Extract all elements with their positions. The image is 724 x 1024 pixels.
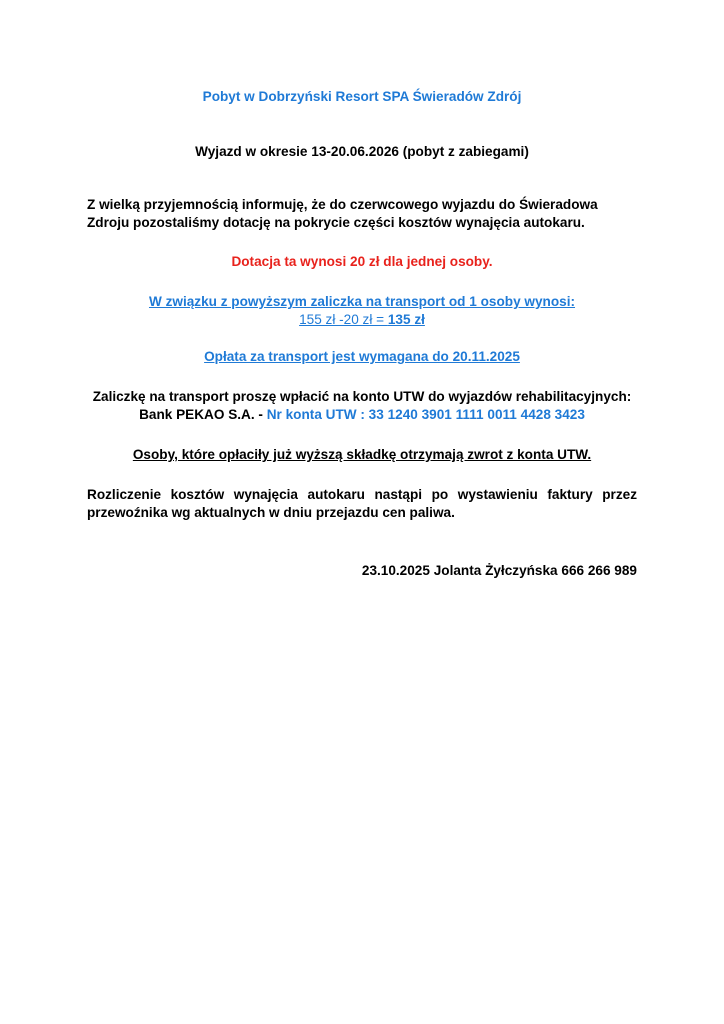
trip-dates: Wyjazd w okresie 13-20.06.2026 (pobyt z zabiegami)	[195, 144, 529, 159]
payment-instructions: Zaliczkę na transport proszę wpłacić na konto UTW do wyjazdów rehabilitacyjnych:	[92, 389, 632, 404]
signature: 23.10.2025 Jolanta Żyłczyńska 666 266 989	[361, 563, 637, 578]
advance-heading: W związku z powyższym zaliczka na transport od 1 osoby wynosi:	[148, 294, 576, 309]
advance-calculation	[87, 311, 637, 329]
advance-calc-text: 155 zł -20 zł =	[299, 312, 388, 327]
settlement-line-1: Rozliczenie kosztów wynajęcia autokaru nastąpi po wystawieniu faktury przez	[87, 487, 637, 502]
settlement-line-2: przewoźnika wg aktualnych w dniu przejazdu cen paliwa.	[87, 505, 455, 520]
bank-name: Bank PEKAO S.A. -	[139, 407, 267, 422]
subsidy-notice: Dotacja ta wynosi 20 zł dla jednej osoby.	[231, 254, 493, 269]
document-title: Pobyt w Dobrzyński Resort SPA Świeradów Zdrój	[202, 89, 522, 104]
intro-line-2: Zdroju pozostaliśmy dotację na pokrycie części kosztów wynajęcia autokaru.	[87, 215, 585, 230]
payment-deadline: Opłata za transport jest wymagana do 20.11.2025	[204, 349, 520, 364]
advance-total: 135 zł	[387, 312, 425, 327]
bank-account-line	[87, 406, 637, 424]
account-number: Nr konta UTW : 33 1240 3901 1111 0011 4428 3423	[266, 407, 585, 422]
refund-notice: Osoby, które opłaciły już wyższą składkę otrzymają zwrot z konta UTW.	[132, 447, 592, 462]
intro-line-1: Z wielką przyjemnością informuję, że do czerwcowego wyjazdu do Świeradowa	[87, 197, 598, 212]
